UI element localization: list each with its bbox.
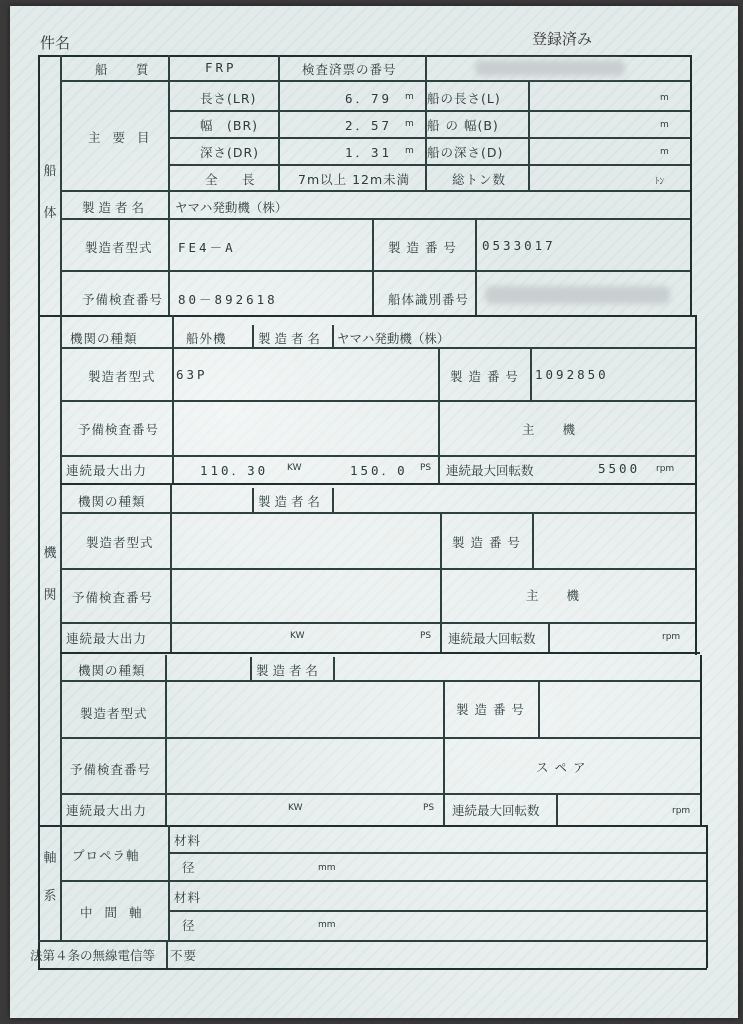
redacted-hull-id: [485, 286, 670, 304]
engine1-kw-value: 110．30: [200, 463, 269, 478]
depth-dr-unit: m: [405, 146, 414, 156]
section-label-hull: 船 体: [43, 164, 57, 221]
radio-equipment-label: 法第４条の無線電信等: [30, 948, 156, 963]
intermediate-diameter-unit: mm: [318, 920, 336, 930]
engine3-maker-label: 製 造 者 名: [256, 663, 318, 678]
hull-pre-inspection-value: 80－892618: [178, 292, 278, 307]
intermediate-material-label: 材料: [174, 890, 202, 905]
engine3-kw-unit: KW: [288, 803, 303, 813]
overall-length-value: 7m以上 12m未満: [298, 172, 411, 187]
engine1-role: 主 機: [522, 422, 577, 437]
inspection-cert-label: 検査済票の番号: [302, 62, 397, 77]
length-l-unit: m: [660, 93, 669, 103]
engine2-rpm-label: 連続最大回転数: [448, 631, 536, 646]
hull-serial-label: 製 造 番 号: [388, 240, 457, 255]
propeller-diameter-label: 径: [182, 860, 196, 875]
depth-d-label: 船の深さ(D): [427, 145, 504, 160]
hull-maker-label: 製造者名: [82, 200, 149, 215]
engine2-ps-unit: PS: [420, 631, 432, 641]
subject-label: 件名: [40, 34, 71, 52]
length-lr-unit: m: [405, 92, 414, 102]
status-registered: 登録済み: [532, 30, 593, 48]
engine1-rpm-unit: rpm: [656, 464, 675, 474]
engine3-serial-label: 製 造 番 号: [456, 702, 525, 717]
engine1-kw-unit: KW: [287, 463, 302, 473]
depth-dr-value: 1．31: [345, 145, 393, 160]
engine2-rpm-unit: rpm: [662, 632, 681, 642]
engine2-output-label: 連続最大出力: [66, 631, 148, 646]
intermediate-shaft-label: 中 間 軸: [80, 905, 146, 920]
breadth-br-unit: m: [405, 119, 414, 129]
engine2-serial-label: 製 造 番 号: [452, 535, 521, 550]
engine1-maker-value: ヤマハ発動機（株）: [337, 331, 450, 346]
engine1-output-label: 連続最大出力: [66, 463, 148, 478]
engine3-role: ス ペ ア: [536, 760, 587, 775]
engine2-type-label: 機関の種類: [78, 494, 146, 509]
engine1-serial-value: 1092850: [535, 367, 609, 382]
propeller-diameter-unit: mm: [318, 863, 336, 873]
engine2-role: 主 機: [526, 588, 581, 603]
engine1-type-label: 機関の種類: [70, 331, 138, 346]
hull-serial-value: 0533017: [482, 238, 556, 253]
engine1-serial-label: 製 造 番 号: [450, 369, 519, 384]
hull-material-label: 船 質: [95, 62, 157, 77]
hull-model-value: FE4－A: [178, 240, 236, 255]
engine1-maker-label: 製 造 者 名: [258, 331, 320, 346]
hull-id-label: 船体識別番号: [388, 292, 470, 307]
engine3-pre-inspection-label: 予備検査番号: [70, 762, 152, 777]
breadth-br-value: 2．57: [345, 118, 393, 133]
hull-material-value: FRP: [205, 60, 237, 75]
redacted-cert-number: [475, 60, 625, 76]
engine3-rpm-label: 連続最大回転数: [452, 803, 540, 818]
engine3-model-label: 製造者型式: [80, 706, 148, 721]
hull-model-label: 製造者型式: [85, 240, 153, 255]
length-lr-label: 長さ(LR): [200, 91, 257, 106]
engine3-output-label: 連続最大出力: [66, 803, 148, 818]
engine2-model-label: 製造者型式: [86, 535, 154, 550]
engine1-rpm-label: 連続最大回転数: [446, 463, 534, 478]
engine1-rpm-value: 5500: [598, 461, 641, 476]
depth-dr-label: 深さ(DR): [200, 145, 260, 160]
section-label-shaft: 軸 系: [43, 851, 57, 904]
breadth-b-unit: m: [660, 120, 669, 130]
engine2-kw-unit: KW: [290, 631, 305, 641]
engine1-pre-inspection-label: 予備検査番号: [78, 422, 160, 437]
hull-pre-inspection-label: 予備検査番号: [82, 292, 164, 307]
main-dimensions-label: 主 要 目: [88, 130, 154, 145]
engine1-type-value: 船外機: [186, 331, 227, 346]
engine3-ps-unit: PS: [423, 803, 435, 813]
radio-equipment-value: 不要: [170, 948, 198, 963]
breadth-b-label: 船 の 幅(B): [427, 118, 499, 133]
intermediate-diameter-label: 径: [182, 918, 196, 933]
engine1-model-label: 製造者型式: [88, 369, 156, 384]
breadth-br-label: 幅 (BR): [200, 118, 259, 133]
engine3-type-label: 機関の種類: [78, 663, 146, 678]
section-label-engine: 機 関: [43, 546, 57, 603]
propeller-shaft-label: プロペラ軸: [72, 848, 140, 863]
length-l-label: 船の長さ(L): [427, 91, 501, 106]
overall-length-label: 全 長: [205, 172, 261, 187]
engine2-pre-inspection-label: 予備検査番号: [72, 590, 154, 605]
gross-tonnage-unit: ﾄﾝ: [655, 177, 665, 187]
engine1-ps-value: 150．0: [350, 463, 408, 478]
length-lr-value: 6．79: [345, 91, 393, 106]
engine1-ps-unit: PS: [420, 463, 432, 473]
depth-d-unit: m: [660, 147, 669, 157]
propeller-material-label: 材料: [174, 833, 202, 848]
engine3-rpm-unit: rpm: [672, 806, 691, 816]
hull-maker-value: ヤマハ発動機（株）: [175, 200, 288, 215]
gross-tonnage-label: 総トン数: [452, 172, 507, 187]
engine1-model-value: 63P: [176, 367, 208, 382]
engine2-maker-label: 製 造 者 名: [258, 494, 320, 509]
